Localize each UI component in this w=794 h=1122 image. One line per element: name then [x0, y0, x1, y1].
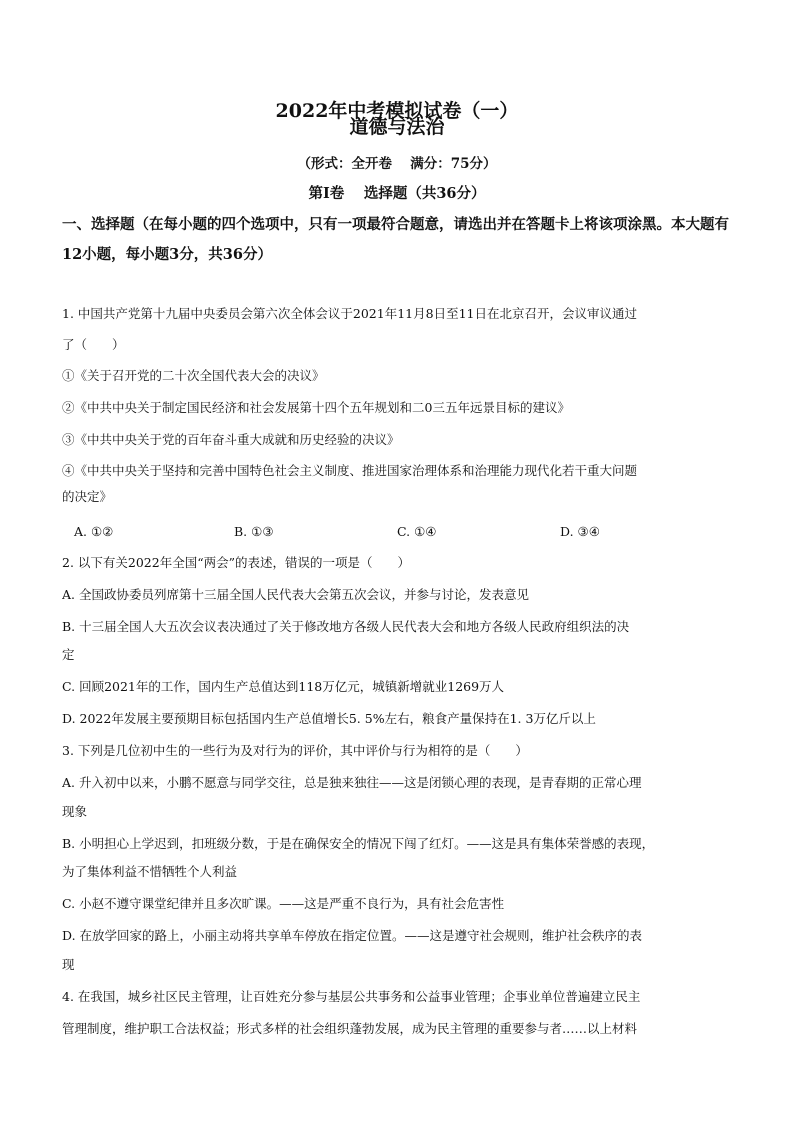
q1-option-b: B. ①③ [234, 524, 274, 539]
subject-title: 道德与法治 [349, 116, 445, 138]
volume-heading: 第Ⅰ卷 选择题（共36分） [308, 185, 486, 202]
q3-option-d-line1: D. 在放学回家的路上，小丽主动将共享单车停放在指定位置。——这是遵守社会规则，维护社会秩序的表 [62, 928, 643, 943]
q1-option-d: D. ③④ [560, 524, 600, 539]
q2-option-c: C. 回顾2021年的工作，国内生产总值达到118万亿元，城镇新增就业1269万人 [62, 679, 505, 694]
q3-option-d-line2: 现 [62, 957, 75, 972]
q1-item-4-line2: 的决定》 [62, 489, 113, 504]
q1-item-3: ③《中共中央关于党的百年奋斗重大成就和历史经验的决议》 [62, 432, 400, 447]
q2-option-d: D. 2022年发展主要预期目标包括国内生产总值增长5. 5%左右，粮食产量保持在1. 3万亿斤以上 [62, 711, 596, 726]
q3-option-b-line1: B. 小明担心上学迟到，扣班级分数，于是在确保安全的情况下闯了红灯。——这是具有集体荣誉感的表现， [62, 836, 655, 851]
q2-stem: 2. 以下有关2022年全国“两会”的表述，错误的一项是（ ） [62, 555, 410, 570]
exam-title: 2022年中考模拟试卷（一） [275, 100, 519, 122]
exam-format: （形式：全开卷 满分：75分） [297, 156, 497, 172]
q3-option-a-line1: A. 升入初中以来，小鹏不愿意与同学交往，总是独来独往——这是闭锁心理的表现，是青春期的正常心理 [62, 775, 642, 790]
q3-option-b-line2: 为了集体利益不惜牺牲个人利益 [62, 864, 238, 879]
section-heading: 一、选择题（在每小题的四个选项中，只有一项最符合题意，请选出并在答题卡上将该项涂黑。本大题有12小题，每小题3分，共36分） [62, 216, 729, 263]
q1-option-c: C. ①④ [397, 524, 437, 539]
q4-stem-line1: 4. 在我国，城乡社区民主管理，让百姓充分参与基层公共事务和公益事业管理；企事业单位普遍建立民主 [62, 989, 641, 1004]
q1-stem-line2: 了（ ） [62, 337, 125, 352]
q3-stem: 3. 下列是几位初中生的一些行为及对行为的评价，其中评价与行为相符的是（ ） [62, 743, 528, 758]
q3-option-a-line2: 现象 [62, 804, 88, 819]
q1-item-1: ①《关于召开党的二十次全国代表大会的决议》 [62, 368, 325, 383]
q1-item-2: ②《中共中央关于制定国民经济和社会发展第十四个五年规划和二0三五年远景目标的建议》 [62, 400, 570, 415]
q4-stem-line2: 管理制度，维护职工合法权益；形式多样的社会组织蓬勃发展，成为民主管理的重要参与者……以上材料 [62, 1021, 638, 1036]
q1-option-a: A. ①② [74, 524, 114, 539]
q1-item-4-line1: ④《中共中央关于坚持和完善中国特色社会主义制度、推进国家治理体系和治理能力现代化若干重大问题 [62, 463, 638, 478]
q2-option-b-line1: B. 十三届全国人大五次会议表决通过了关于修改地方各级人民代表大会和地方各级人民政府组织法的决 [62, 619, 630, 634]
q3-option-c: C. 小赵不遵守课堂纪律并且多次旷课。——这是严重不良行为，具有社会危害性 [62, 896, 505, 911]
q1-stem-line1: 1. 中国共产党第十九届中央委员会第六次全体会议于2021年11月8日至11日在北京召开，会议审议通过 [62, 306, 637, 321]
q2-option-a: A. 全国政协委员列席第十三届全国人民代表大会第五次会议，并参与讨论，发表意见 [62, 587, 529, 602]
q2-option-b-line2: 定 [62, 647, 75, 662]
